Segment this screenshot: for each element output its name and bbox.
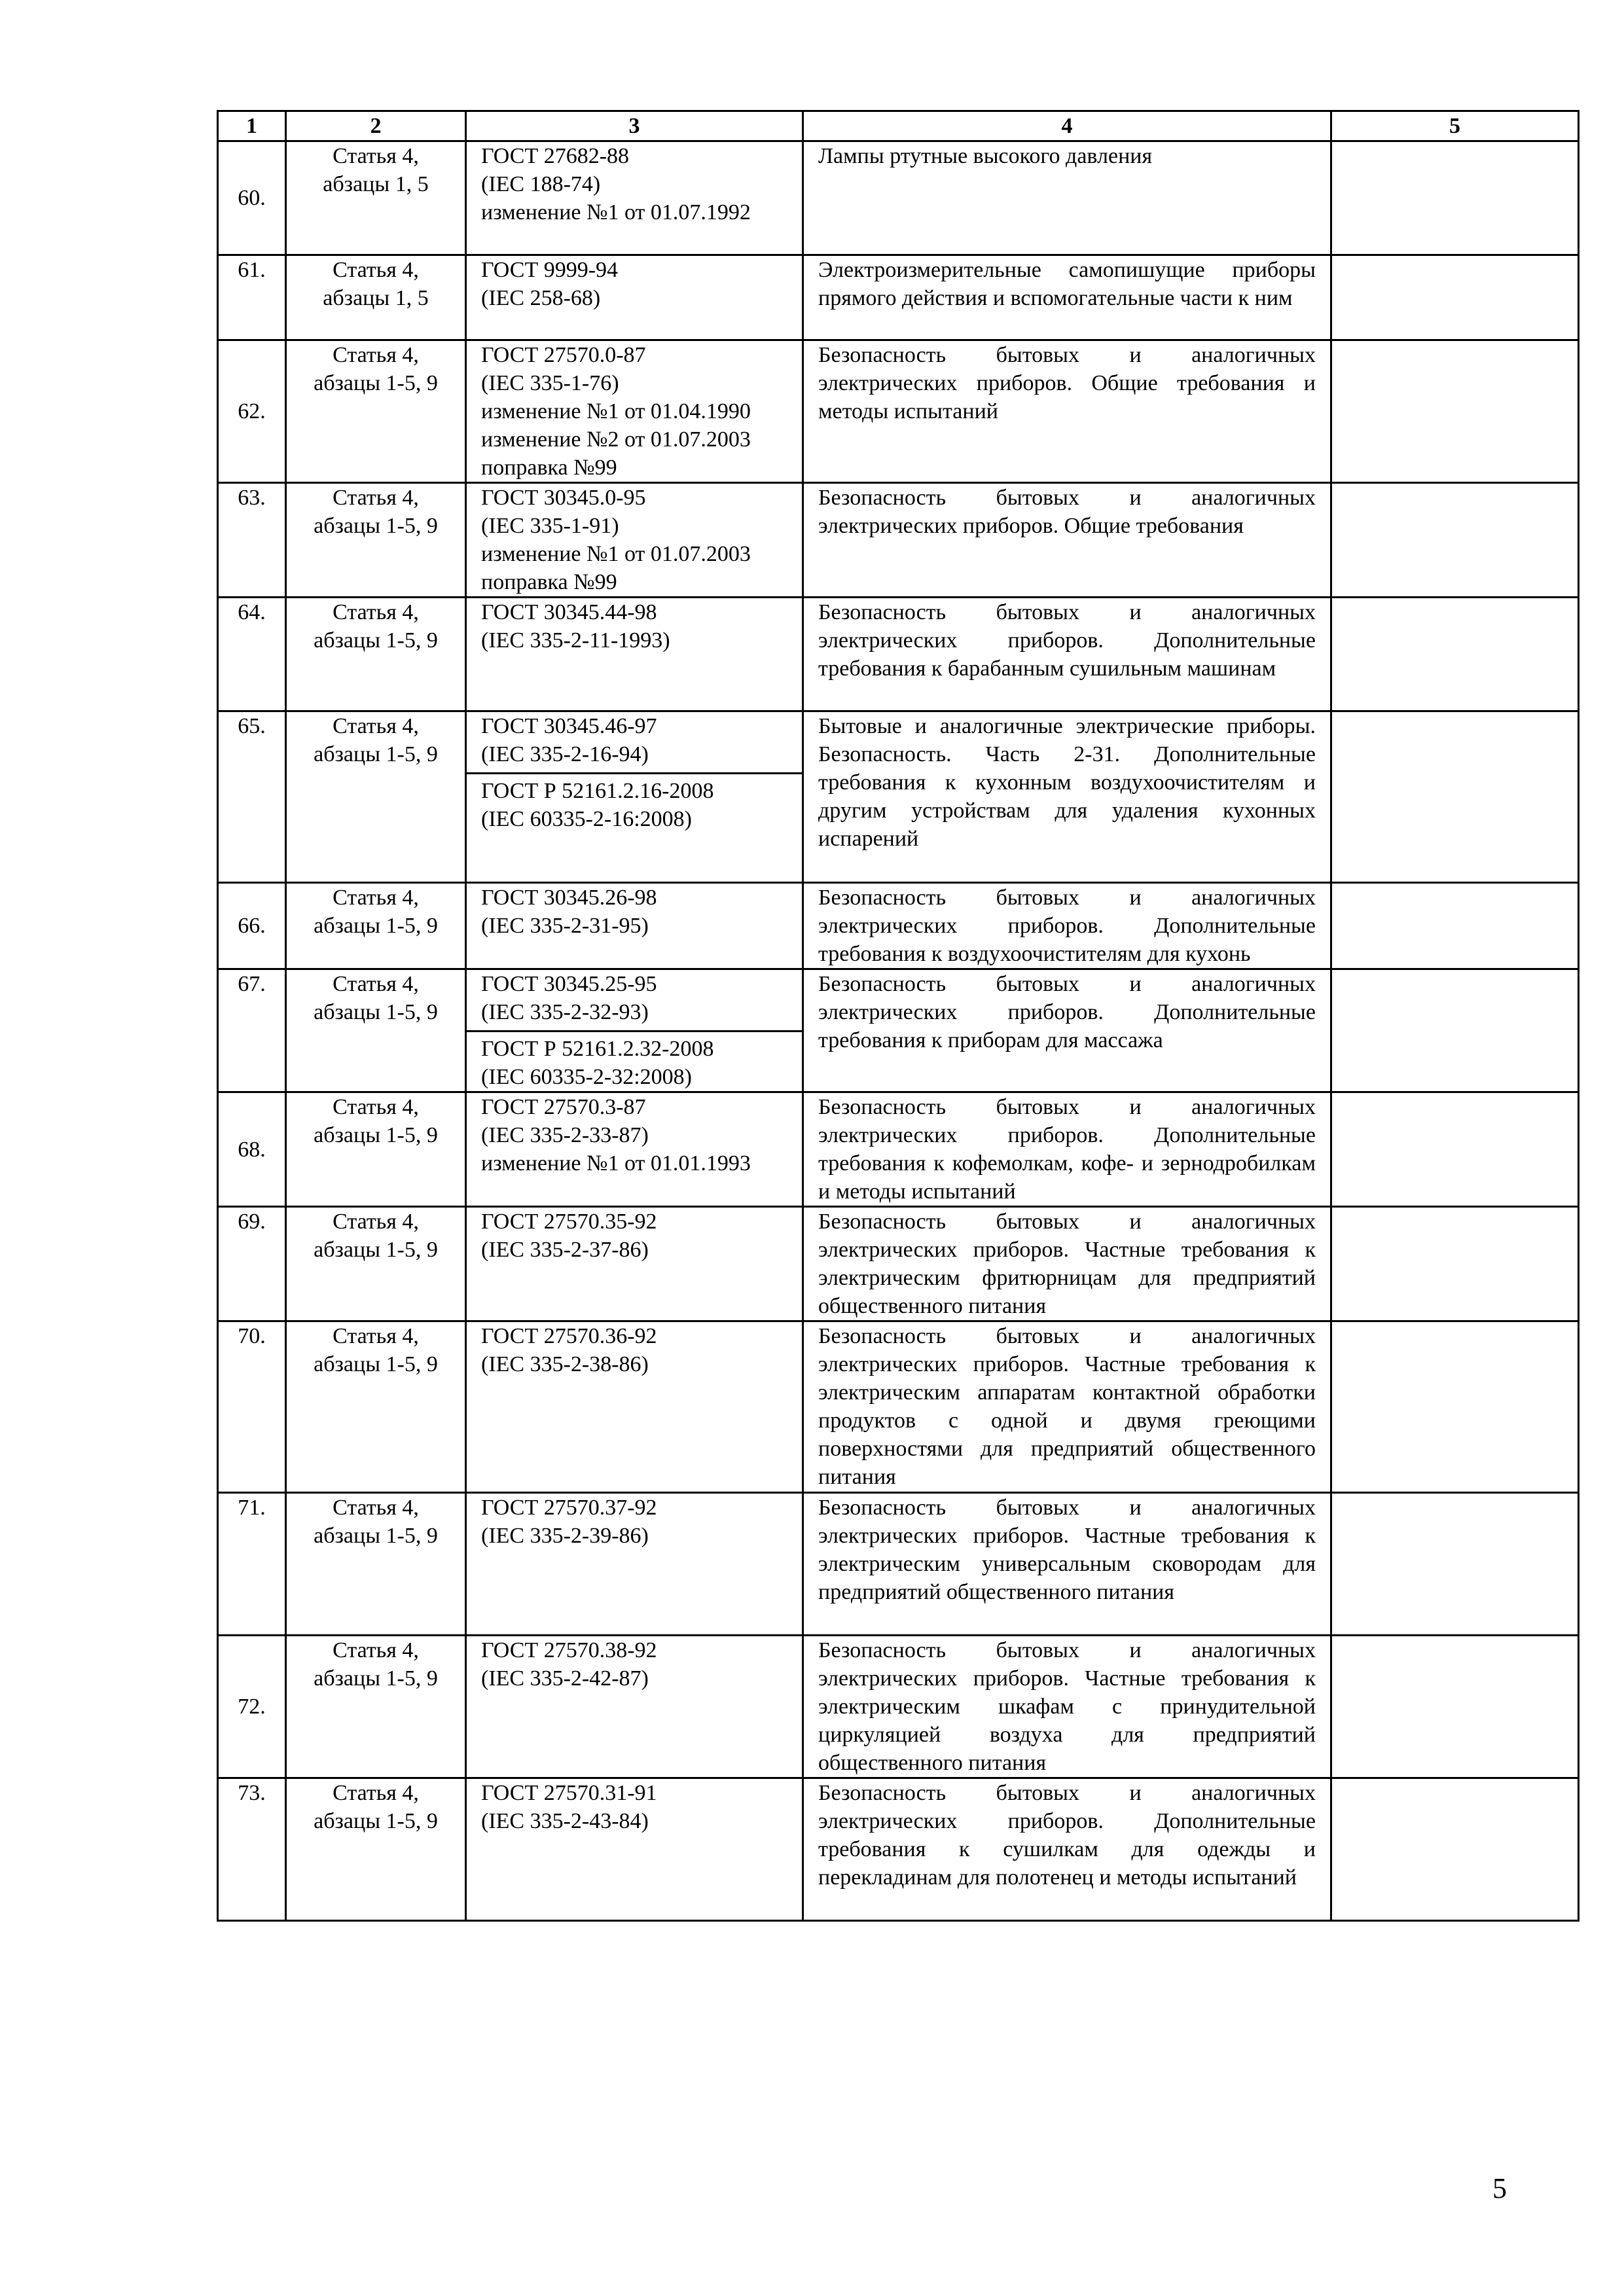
article-cell	[286, 1321, 466, 1493]
header-col-1: 1	[218, 111, 286, 141]
gost-line: ГОСТ 30345.0-95	[481, 486, 646, 510]
gost-line: ГОСТ 27570.31-91	[481, 1781, 657, 1805]
gost-cell	[466, 141, 803, 255]
gost-group	[481, 1208, 787, 1264]
gost-cell	[466, 255, 803, 340]
title-cell: Безопасность бытовых и аналогичных электрических приборов. Дополнительные требования к воздухоочистителям для кухонь	[803, 883, 1331, 969]
gost-line: поправка №99	[481, 456, 617, 480]
gost-line: (IEC 335-2-33-87)	[481, 1123, 649, 1147]
gost-line: (IEC 258-68)	[481, 286, 601, 310]
row-number: 65.	[218, 711, 286, 883]
standards-table	[217, 110, 1579, 1922]
notes-cell	[1331, 255, 1579, 340]
row-number: 69.	[218, 1207, 286, 1321]
gost-line: ГОСТ Р 52161.2.16-2008	[481, 779, 714, 803]
title-cell: Электроизмерительные самопишущие приборы прямого действия и вспомогательные части к ним	[803, 255, 1331, 340]
gost-line: поправка №99	[481, 570, 617, 594]
article-line: абзацы 1-5, 9	[314, 1238, 438, 1262]
gost-group	[481, 1494, 787, 1550]
gost-line: ГОСТ 30345.26-98	[481, 886, 657, 910]
article-cell	[286, 1778, 466, 1921]
gost-line: (IEC 335-2-39-86)	[481, 1524, 649, 1548]
gost-group	[481, 256, 787, 312]
gost-line: (IEC 335-1-91)	[481, 514, 619, 538]
header-col-2: 2	[286, 111, 466, 141]
gost-cell	[466, 1493, 803, 1636]
row-number: 66.	[218, 883, 286, 969]
article-cell	[286, 1636, 466, 1778]
table-row	[218, 598, 1579, 711]
article-cell	[286, 883, 466, 969]
table-row	[218, 883, 1579, 969]
notes-cell	[1331, 598, 1579, 711]
gost-line: изменение №1 от 01.07.2003	[481, 542, 751, 566]
article-cell	[286, 711, 466, 883]
gost-cell	[466, 969, 803, 1092]
gost-group	[481, 341, 787, 482]
article-line: Статья 4,	[333, 258, 419, 282]
notes-cell	[1331, 1092, 1579, 1207]
table-row	[218, 1092, 1579, 1207]
gost-cell	[466, 1321, 803, 1493]
gost-cell	[466, 1636, 803, 1778]
gost-line: (IEC 188-74)	[481, 172, 601, 196]
title-cell: Бытовые и аналогичные электрические приборы. Безопасность. Часть 2-31. Дополнительные требования к кухонным воздухоочистителям и другим устройствам для удаления кухонных испарений	[803, 711, 1331, 883]
article-line: абзацы 1-5, 9	[314, 1352, 438, 1376]
title-cell: Безопасность бытовых и аналогичных электрических приборов. Частные требования к электрическим универсальным сковородам для предприятий общественного питания	[803, 1493, 1331, 1636]
gost-line: (IEC 335-2-37-86)	[481, 1238, 649, 1262]
notes-cell	[1331, 711, 1579, 883]
row-number: 64.	[218, 598, 286, 711]
gost-group	[467, 772, 802, 833]
notes-cell	[1331, 1493, 1579, 1636]
article-line: абзацы 1-5, 9	[314, 514, 438, 538]
gost-line: (IEC 60335-2-32:2008)	[481, 1065, 693, 1089]
gost-cell	[466, 1092, 803, 1207]
article-cell	[286, 483, 466, 598]
article-cell	[286, 340, 466, 483]
notes-cell	[1331, 883, 1579, 969]
title-cell: Лампы ртутные высокого давления	[803, 141, 1331, 255]
article-line: Статья 4,	[333, 1496, 419, 1520]
title-cell: Безопасность бытовых и аналогичных электрических приборов. Общие требования и методы испытаний	[803, 340, 1331, 483]
article-line: абзацы 1-5, 9	[314, 1000, 438, 1024]
title-cell: Безопасность бытовых и аналогичных электрических приборов. Общие требования	[803, 483, 1331, 598]
gost-line: ГОСТ 27570.3-87	[481, 1095, 646, 1119]
gost-line: (IEC 335-2-32-93)	[481, 1000, 649, 1024]
title-cell: Безопасность бытовых и аналогичных электрических приборов. Дополнительные требования к кофемолкам, кофе- и зернодробилкам и методы испытаний	[803, 1092, 1331, 1207]
gost-cell	[466, 1778, 803, 1921]
article-line: Статья 4,	[333, 1095, 419, 1119]
article-line: Статья 4,	[333, 144, 419, 168]
notes-cell	[1331, 141, 1579, 255]
article-line: абзацы 1-5, 9	[314, 1809, 438, 1833]
table-row	[218, 969, 1579, 1092]
title-cell: Безопасность бытовых и аналогичных электрических приборов. Дополнительные требования к барабанным сушильным машинам	[803, 598, 1331, 711]
article-cell	[286, 1092, 466, 1207]
article-cell	[286, 969, 466, 1092]
row-number: 62.	[218, 340, 286, 483]
gost-line: (IEC 335-2-11-1993)	[481, 628, 670, 653]
article-line: Статья 4,	[333, 1638, 419, 1662]
article-line: Статья 4,	[333, 1324, 419, 1348]
notes-cell	[1331, 1778, 1579, 1921]
gost-line: ГОСТ 27570.0-87	[481, 343, 646, 367]
row-number: 67.	[218, 969, 286, 1092]
notes-cell	[1331, 1207, 1579, 1321]
row-number: 70.	[218, 1321, 286, 1493]
article-line: абзацы 1, 5	[323, 172, 429, 196]
gost-cell	[466, 883, 803, 969]
gost-line: изменение №1 от 01.01.1993	[481, 1151, 751, 1175]
article-line: Статья 4,	[333, 972, 419, 996]
gost-group	[481, 884, 787, 940]
gost-line: ГОСТ 27570.37-92	[481, 1496, 657, 1520]
notes-cell	[1331, 969, 1579, 1092]
article-cell	[286, 141, 466, 255]
gost-group	[481, 598, 787, 655]
gost-line: ГОСТ 9999-94	[481, 258, 619, 282]
gost-line: ГОСТ 27570.35-92	[481, 1210, 657, 1234]
gost-group	[481, 1636, 787, 1693]
article-cell	[286, 255, 466, 340]
gost-line: ГОСТ 27682-88	[481, 144, 630, 168]
table-row	[218, 1493, 1579, 1636]
gost-line: изменение №1 от 01.04.1990	[481, 399, 751, 423]
article-cell	[286, 598, 466, 711]
gost-line: (IEC 335-2-43-84)	[481, 1809, 649, 1833]
notes-cell	[1331, 483, 1579, 598]
article-cell	[286, 1207, 466, 1321]
article-line: Статья 4,	[333, 714, 419, 738]
article-line: абзацы 1-5, 9	[314, 1666, 438, 1691]
table-row	[218, 1778, 1579, 1921]
gost-group	[481, 1322, 787, 1378]
article-line: Статья 4,	[333, 343, 419, 367]
article-line: абзацы 1-5, 9	[314, 742, 438, 766]
article-line: Статья 4,	[333, 1210, 419, 1234]
table-row	[218, 711, 1579, 883]
gost-line: ГОСТ Р 52161.2.32-2008	[481, 1037, 714, 1061]
gost-line: ГОСТ 30345.46-97	[481, 714, 657, 738]
gost-line: ГОСТ 30345.44-98	[481, 600, 657, 624]
notes-cell	[1331, 1636, 1579, 1778]
gost-line: (IEC 335-2-42-87)	[481, 1666, 649, 1691]
article-line: абзацы 1, 5	[323, 286, 429, 310]
title-cell: Безопасность бытовых и аналогичных электрических приборов. Частные требования к электрическим фритюрницам для предприятий общественного питания	[803, 1207, 1331, 1321]
notes-cell	[1331, 340, 1579, 483]
row-number: 63.	[218, 483, 286, 598]
table-row	[218, 340, 1579, 483]
page-number: 5	[1492, 2172, 1507, 2204]
header-col-3: 3	[466, 111, 803, 141]
article-line: абзацы 1-5, 9	[314, 628, 438, 653]
gost-group	[481, 1779, 787, 1835]
notes-cell	[1331, 1321, 1579, 1493]
row-number: 73.	[218, 1778, 286, 1921]
table-row	[218, 483, 1579, 598]
gost-cell	[466, 483, 803, 598]
row-number: 71.	[218, 1493, 286, 1636]
table-body	[218, 141, 1579, 1921]
title-cell: Безопасность бытовых и аналогичных электрических приборов. Дополнительные требования к приборам для массажа	[803, 969, 1331, 1092]
gost-group	[467, 1030, 802, 1091]
article-line: Статья 4,	[333, 1781, 419, 1805]
row-number: 60.	[218, 141, 286, 255]
header-col-4: 4	[803, 111, 1331, 141]
article-line: абзацы 1-5, 9	[314, 371, 438, 395]
table-row	[218, 1207, 1579, 1321]
article-line: Статья 4,	[333, 600, 419, 624]
gost-line: изменение №2 от 01.07.2003	[481, 427, 751, 452]
gost-group	[481, 1093, 787, 1177]
gost-line: ГОСТ 27570.38-92	[481, 1638, 657, 1662]
row-number: 68.	[218, 1092, 286, 1207]
title-cell: Безопасность бытовых и аналогичных электрических приборов. Дополнительные требования к сушилкам для одежды и перекладинам для полотенец и методы испытаний	[803, 1778, 1331, 1921]
article-line: абзацы 1-5, 9	[314, 914, 438, 938]
title-cell: Безопасность бытовых и аналогичных электрических приборов. Частные требования к электрическим аппаратам контактной обработки продуктов с одной и двумя греющими поверхностями для предприятий общественного питания	[803, 1321, 1331, 1493]
gost-line: изменение №1 от 01.07.1992	[481, 200, 751, 224]
table-row	[218, 141, 1579, 255]
row-number: 61.	[218, 255, 286, 340]
gost-line: (IEC 335-2-38-86)	[481, 1352, 649, 1376]
table-row	[218, 1636, 1579, 1778]
table-row	[218, 1321, 1579, 1493]
article-line: Статья 4,	[333, 486, 419, 510]
gost-line: (IEC 335-2-16-94)	[481, 742, 649, 766]
gost-line: ГОСТ 30345.25-95	[481, 972, 657, 996]
gost-cell	[466, 340, 803, 483]
gost-line: (IEC 335-2-31-95)	[481, 914, 649, 938]
article-line: абзацы 1-5, 9	[314, 1524, 438, 1548]
table-row	[218, 255, 1579, 340]
gost-line: ГОСТ 27570.36-92	[481, 1324, 657, 1348]
article-line: абзацы 1-5, 9	[314, 1123, 438, 1147]
gost-group	[481, 484, 787, 596]
gost-group	[481, 970, 787, 1026]
article-line: Статья 4,	[333, 886, 419, 910]
header-col-5: 5	[1331, 111, 1579, 141]
gost-line: (IEC 335-1-76)	[481, 371, 619, 395]
title-cell: Безопасность бытовых и аналогичных электрических приборов. Частные требования к электрическим шкафам с принудительной циркуляцией воздуха для предприятий общественного питания	[803, 1636, 1331, 1778]
header-row	[218, 111, 1579, 141]
row-number: 72.	[218, 1636, 286, 1778]
gost-group	[481, 142, 787, 226]
gost-line: (IEC 60335-2-16:2008)	[481, 807, 693, 831]
gost-cell	[466, 598, 803, 711]
article-cell	[286, 1493, 466, 1636]
gost-group	[481, 712, 787, 768]
gost-cell	[466, 711, 803, 883]
gost-cell	[466, 1207, 803, 1321]
